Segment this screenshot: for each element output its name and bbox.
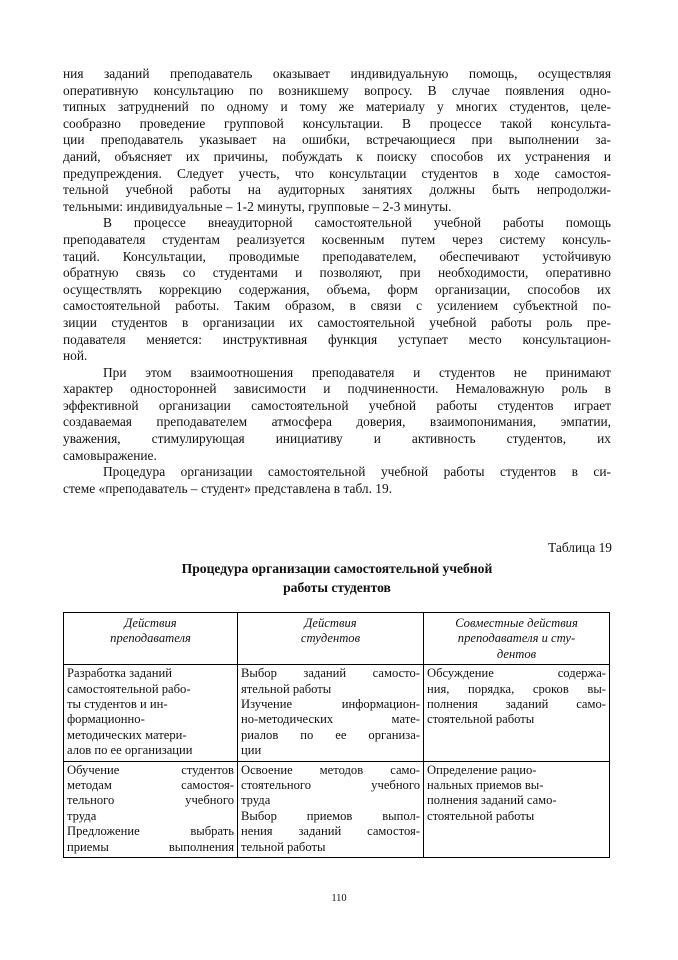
cell-line: труда <box>67 808 97 823</box>
paragraph-line: предупреждения. Следует учесть, что консультации студентов в ходе самостоя- <box>63 165 611 181</box>
cell-line: стоятельной работы <box>427 712 535 727</box>
table-cell <box>238 665 424 761</box>
paragraph-line: стеме «преподаватель – студент» представлена в табл. 19. <box>63 480 393 496</box>
paragraph-first-line: ния заданий преподаватель оказывает индивидуальную помощь, осуществляя <box>63 66 611 81</box>
body-text <box>63 66 611 497</box>
paragraph-line: подавателя меняется: инструктивная функция уступает место консультацион- <box>63 331 611 347</box>
paragraph-line: характер односторонней зависимости и подчиненности. Немаловажную роль в <box>63 381 611 397</box>
cell-line: Изучение информацион- <box>241 697 420 712</box>
cell-line: Выбор приемов выпол- <box>241 808 420 823</box>
cell-line: стоятельной работы <box>427 808 535 823</box>
paragraph-first-line: При этом взаимоотношения преподавателя и студентов не принимают <box>103 364 611 380</box>
table-header-row <box>64 613 610 665</box>
paragraph-first-line: Процедура организации самостоятельной учебной работы студентов в си- <box>103 464 611 480</box>
table-cell <box>64 761 238 857</box>
paragraph-line: таций. Консультации, проводимые преподавателем, обеспечивают устойчивую <box>63 248 611 264</box>
table-title-line: Процедура организации самостоятельной учебной <box>181 561 493 576</box>
cell-line: самостоятельной рабо- <box>67 681 191 696</box>
cell-line: методических матери- <box>67 727 187 742</box>
cell-line: Освоение методов само- <box>241 762 420 777</box>
cell-line: ции <box>241 743 262 758</box>
paragraph-line: оперативную консультацию по возникшему вопросу. В случае появления одно- <box>63 82 611 98</box>
table-label: Таблица 19 <box>548 540 612 555</box>
header-line: Действия <box>304 616 357 630</box>
paragraph-line: ции преподаватель указывает на ошибки, встречающиеся при выполнении за- <box>63 132 611 148</box>
header-line: Совместные действия <box>455 616 578 630</box>
paragraph-line: создаваемая преподавателем атмосфера доверия, взаимопонимания, эмпатии, <box>63 414 611 430</box>
paragraph-line: сообразно проведение групповой консультации. В процессе такой консульта- <box>63 115 611 131</box>
cell-line: Предложение выбрать <box>67 824 234 839</box>
paragraph-line: осуществлять коррекцию содержания, объема, форм организации, способов их <box>63 281 611 297</box>
paragraph-line: уважения, стимулирующая инициативу и активность студентов, их <box>63 431 611 447</box>
cell-line: полнения заданий само- <box>427 697 606 712</box>
header-line: Действия <box>124 616 177 630</box>
paragraph-line: обратную связь со студентами и позволяют, при необходимости, оперативно <box>63 265 611 281</box>
cell-line: но-методических мате- <box>241 712 420 727</box>
paragraph-line: тельной учебной работы на аудиторных занятиях должны быть непродолжи- <box>63 182 611 198</box>
cell-line: нальных приемов вы- <box>427 778 544 793</box>
header-joint-actions <box>424 613 610 665</box>
table-title <box>63 559 611 597</box>
header-line: студентов <box>300 631 361 646</box>
table-row <box>64 665 610 761</box>
cell-line: Обсуждение содержа- <box>427 666 606 681</box>
cell-line: тельной работы <box>241 839 326 854</box>
cell-line: Определение рацио- <box>427 762 537 777</box>
cell-line: ты студентов и ин- <box>67 697 168 712</box>
cell-line: формационно- <box>67 712 145 727</box>
cell-line: Разработка заданий <box>67 666 172 681</box>
cell-line: труда <box>241 793 271 808</box>
header-line: дентов <box>496 646 537 661</box>
table-cell <box>238 761 424 857</box>
paragraph-line: ной. <box>63 348 88 364</box>
cell-line: приемы выполнения <box>67 839 234 854</box>
table-cell <box>424 665 610 761</box>
paragraph-line: тельными: индивидуальные – 1-2 минуты, групповые – 2-3 минуты. <box>63 198 452 214</box>
cell-line: ятельной работы <box>241 681 332 696</box>
paragraph-line: эффективной организации самостоятельной учебной работы студентов играет <box>63 397 611 413</box>
paragraph-line: самостоятельной работы. Таким образом, в связи с усилением субъектной по- <box>63 298 611 314</box>
paragraph-first-line: В процессе внеаудиторной самостоятельной учебной работы помощь <box>103 215 611 231</box>
cell-line: ния, порядка, сроков вы- <box>427 681 606 696</box>
table-row <box>64 761 610 857</box>
cell-line: стоятельного учебного <box>241 778 420 793</box>
procedure-table <box>63 612 610 858</box>
paragraph-line: даний, объясняет их причины, побуждать к поиску способов их устранения и <box>63 148 611 164</box>
paragraph-line: самовыражение. <box>63 447 157 463</box>
cell-line: полнения заданий само- <box>427 793 557 808</box>
cell-line: риалов по ее организа- <box>241 727 420 742</box>
cell-line: Обучение студентов <box>67 762 234 777</box>
cell-line: нения заданий самостоя- <box>241 824 420 839</box>
cell-line: тельного учебного <box>67 793 234 808</box>
paragraph-line: типных затруднений по одному и тому же материалу у многих студентов, целе- <box>63 99 611 115</box>
table-cell <box>424 761 610 857</box>
page-number: 110 <box>331 893 347 904</box>
header-teacher-actions <box>64 613 238 665</box>
paragraph-line: преподавателя студентам реализуется косвенным путем через систему консуль- <box>63 231 611 247</box>
header-student-actions <box>238 613 424 665</box>
cell-line: алов по ее организации <box>67 743 193 758</box>
table-title-line: работы студентов <box>283 580 391 595</box>
cell-line: методам самостоя- <box>67 778 234 793</box>
table-cell <box>64 665 238 761</box>
paragraph-line: зиции студентов в организации их самостоятельной учебной работы роль пре- <box>63 314 611 330</box>
header-line: преподавателя <box>110 631 191 646</box>
header-line: преподавателя и сту- <box>457 631 576 646</box>
cell-line: Выбор заданий самосто- <box>241 666 420 681</box>
